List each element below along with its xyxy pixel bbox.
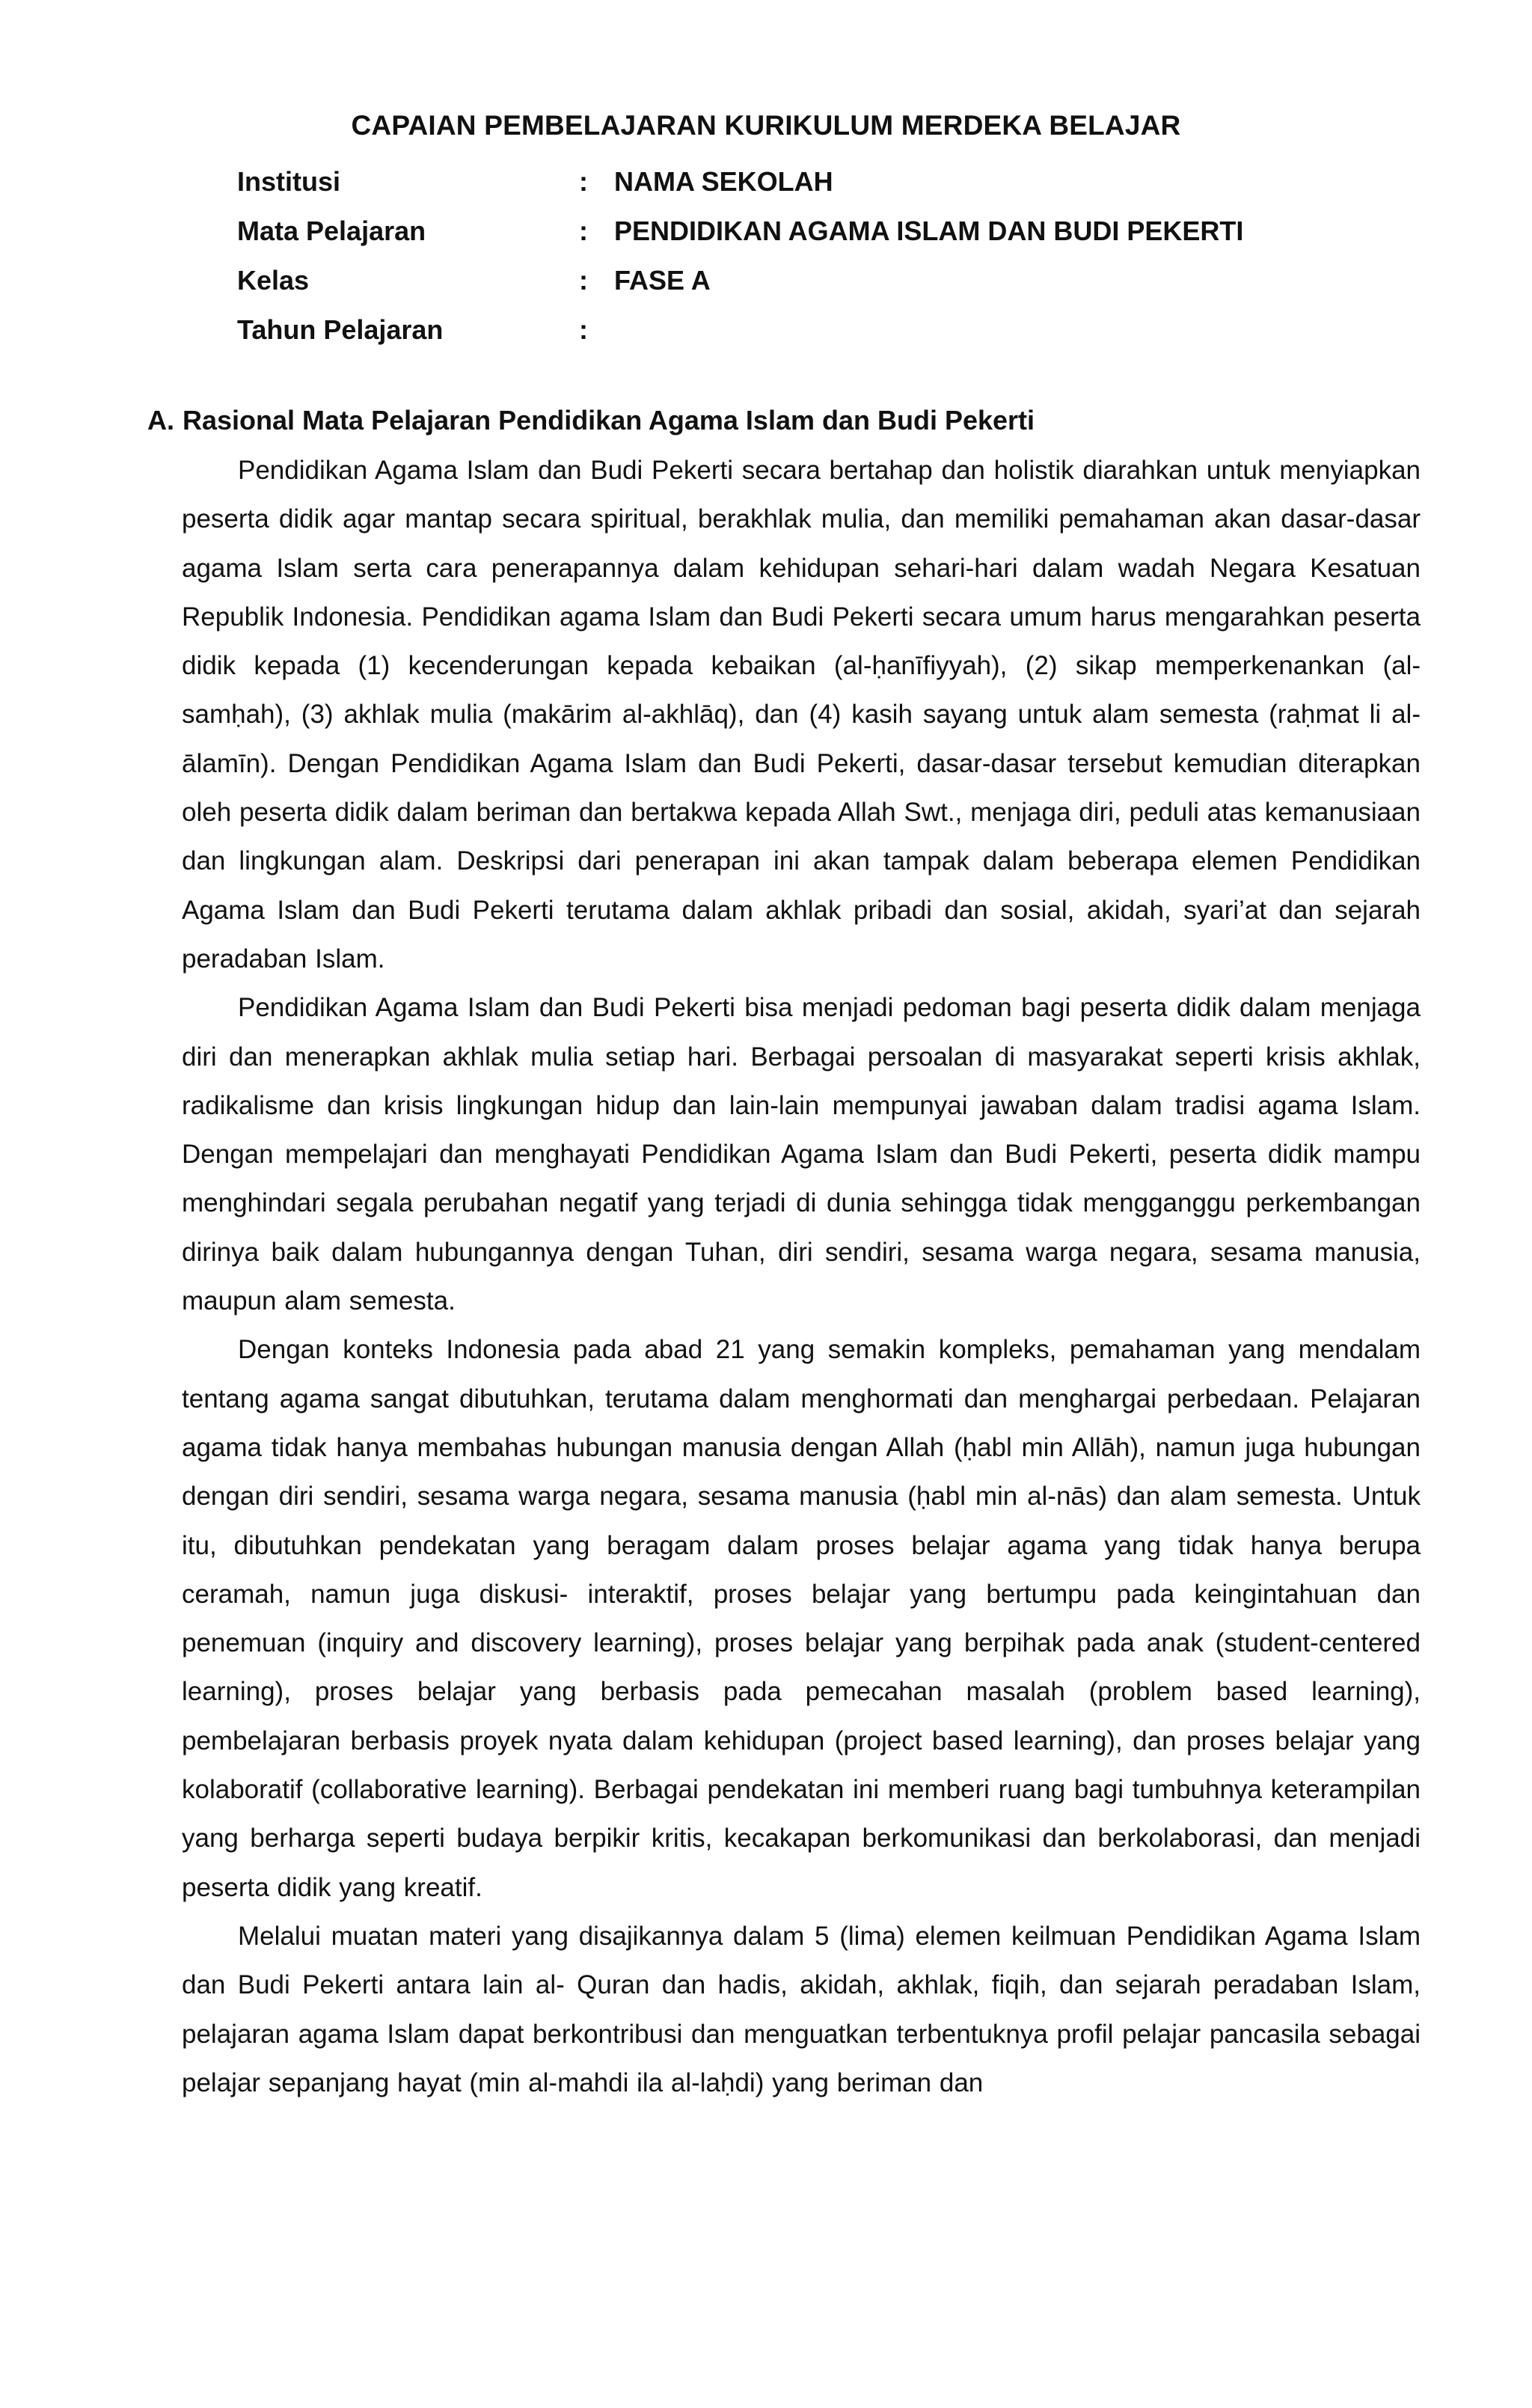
document-metadata <box>237 157 1359 355</box>
meta-colon: : <box>579 265 588 296</box>
section-title: Rasional Mata Pelajaran Pendidikan Agama Islam dan Budi Pekerti <box>183 405 1035 436</box>
meta-colon: : <box>579 166 588 197</box>
meta-label: Tahun Pelajaran <box>237 314 444 345</box>
paragraph: Pendidikan Agama Islam dan Budi Pekerti bisa menjadi pedoman bagi peserta didik dalam menjaga diri dan menerapkan akhlak mulia setiap hari. Berbagai persoalan di masyarakat seperti krisis akhlak, radikalisme dan krisis lingkungan hidup dan lain-lain mempunyai jawaban dalam tradisi agama Islam. Dengan mempelajari dan menghayati Pendidikan Agama Islam dan Budi Pekerti, peserta didik mampu menghindari segala perubahan negatif yang terjadi di dunia sehingga tidak mengganggu perkembangan dirinya baik dalam hubungannya dengan Tuhan, diri sendiri, sesama warga negara, sesama manusia, maupun alam semesta. <box>182 993 1421 1316</box>
meta-row-kelas <box>237 256 1359 305</box>
meta-value: FASE A <box>614 265 711 296</box>
meta-row-tahun-pelajaran <box>237 305 1359 355</box>
meta-row-mata-pelajaran <box>237 207 1359 256</box>
section-body <box>182 446 1421 2107</box>
meta-value: NAMA SEKOLAH <box>614 166 833 197</box>
meta-row-institusi <box>237 157 1359 207</box>
meta-label: Mata Pelajaran <box>237 216 426 246</box>
meta-label: Institusi <box>237 166 341 197</box>
paragraph: Pendidikan Agama Islam dan Budi Pekerti secara bertahap dan holistik diarahkan untuk menyiapkan peserta didik agar mantap secara spiritual, berakhlak mulia, dan memiliki pemahaman akan dasar-dasar agama Islam serta cara penerapannya dalam kehidupan sehari-hari dalam wadah Negara Kesatuan Republik Indonesia. Pendidikan agama Islam dan Budi Pekerti secara umum harus mengarahkan peserta didik kepada (1) kecenderungan kepada kebaikan (al-ḥanīfiyyah), (2) sikap memperkenankan (al-samḥah), (3) akhlak mulia (makārim al-akhlāq), dan (4) kasih sayang untuk alam semesta (raḥmat li al-ālamīn). Dengan Pendidikan Agama Islam dan Budi Pekerti, dasar-dasar tersebut kemudian diterapkan oleh peserta didik dalam beriman dan bertakwa kepada Allah Swt., menjaga diri, peduli atas kemanusiaan dan lingkungan alam. Deskripsi dari penerapan ini akan tampak dalam beberapa elemen Pendidikan Agama Islam dan Budi Pekerti terutama dalam akhlak pribadi dan sosial, akidah, syari’at dan sejarah peradaban Islam. <box>182 456 1421 974</box>
meta-label: Kelas <box>237 265 310 296</box>
meta-value: PENDIDIKAN AGAMA ISLAM DAN BUDI PEKERTI <box>614 216 1244 246</box>
document-title: CAPAIAN PEMBELAJARAN KURIKULUM MERDEKA BELAJAR <box>351 110 1181 141</box>
paragraph: Melalui muatan materi yang disajikannya dalam 5 (lima) elemen keilmuan Pendidikan Agama Islam dan Budi Pekerti antara lain al- Quran dan hadis, akidah, akhlak, fiqih, dan sejarah peradaban Islam, pelajaran agama Islam dapat berkontribusi dan menguatkan terbentuknya profil pelajar pancasila sebagai pelajar sepanjang hayat (min al-mahdi ila al-laḥdi) yang beriman dan <box>182 1921 1421 2097</box>
section-letter: A. <box>147 405 174 436</box>
paragraph: Dengan konteks Indonesia pada abad 21 yang semakin kompleks, pemahaman yang mendalam tentang agama sangat dibutuhkan, terutama dalam menghormati dan menghargai perbedaan. Pelajaran agama tidak hanya membahas hubungan manusia dengan Allah (ḥabl min Allāh), namun juga hubungan dengan diri sendiri, sesama warga negara, sesama manusia (ḥabl min al-nās) dan alam semesta. Untuk itu, dibutuhkan pendekatan yang beragam dalam proses belajar agama yang tidak hanya berupa ceramah, namun juga diskusi- interaktif, proses belajar yang bertumpu pada keingintahuan dan penemuan (inquiry and discovery learning), proses belajar yang berpihak pada anak (student-centered learning), proses belajar yang berbasis pada pemecahan masalah (problem based learning), pembelajaran berbasis proyek nyata dalam kehidupan (project based learning), dan proses belajar yang kolaboratif (collaborative learning). Berbagai pendekatan ini memberi ruang bagi tumbuhnya keterampilan yang berharga seperti budaya berpikir kritis, kecakapan berkomunikasi dan berkolaborasi, dan menjadi peserta didik yang kreatif. <box>182 1335 1421 1902</box>
section-heading <box>147 401 1035 440</box>
meta-colon: : <box>579 216 588 246</box>
meta-colon: : <box>579 314 588 345</box>
